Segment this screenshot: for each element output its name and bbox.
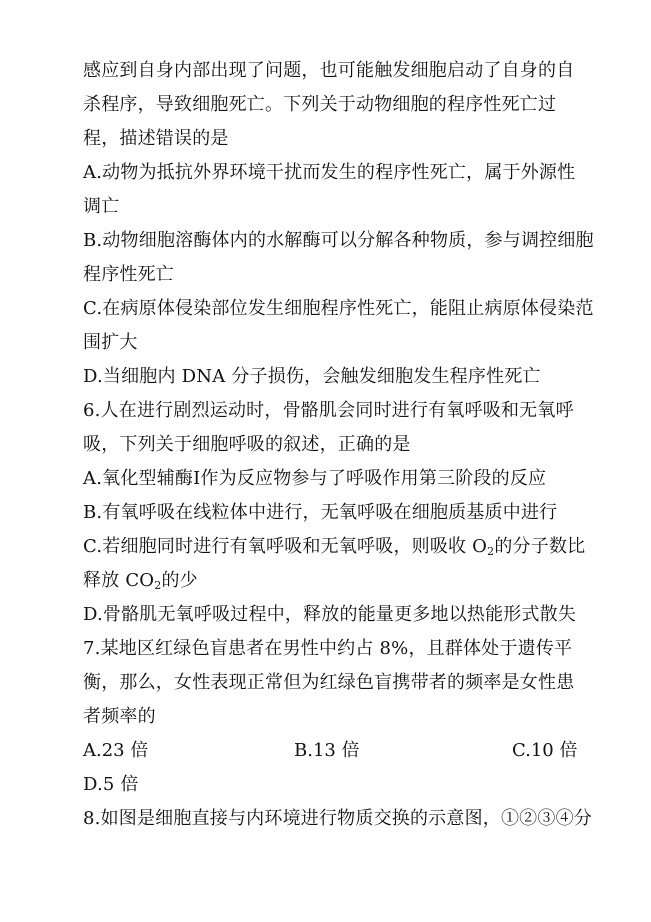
q6-option-c-text-post: 的分子数比 (494, 536, 586, 557)
q8-stem-line-1: 8.如图是细胞直接与内环境进行物质交换的示意图，①②③④分 (83, 808, 592, 829)
q6-option-a: A.氧化型辅酶Ⅰ作为反应物参与了呼吸作用第三阶段的反应 (83, 468, 547, 489)
q5-option-d: D.当细胞内 DNA 分子损伤，会触发细胞发生程序性死亡 (83, 366, 541, 387)
q7-stem-line-3: 者频率的 (83, 706, 156, 727)
q5-option-c-line-1: C.在病原体侵染部位发生细胞程序性死亡，能阻止病原体侵染范 (83, 298, 594, 319)
q6-option-c2-text-post: 的少 (161, 570, 198, 591)
q6-option-c2-text-pre: 释放 CO (83, 570, 155, 591)
q6-stem-line-2: 吸，下列关于细胞呼吸的叙述，正确的是 (83, 434, 411, 455)
q6-option-d: D.骨骼肌无氧呼吸过程中，释放的能量更多地以热能形式散失 (83, 604, 577, 625)
q5-option-c-line-2: 围扩大 (83, 332, 138, 353)
q5-option-b-line-2: 程序性死亡 (83, 264, 174, 285)
q5-option-b-line-1: B.动物细胞溶酶体内的水解酶可以分解各种物质，参与调控细胞 (83, 230, 594, 251)
q6-option-c2-subscript: 2 (154, 579, 162, 592)
q6-option-c-subscript: 2 (487, 545, 495, 558)
q7-option-b: B.13 倍 (294, 740, 360, 761)
q6-option-b: B.有氧呼吸在线粒体中进行，无氧呼吸在细胞质基质中进行 (83, 502, 558, 523)
q6-option-c-line-2 (83, 570, 198, 592)
q5-stem-line-3: 程，描述错误的是 (83, 128, 229, 149)
q7-option-c: C.10 倍 (512, 740, 578, 761)
q6-option-c-text-pre: C.若细胞同时进行有氧呼吸和无氧呼吸，则吸收 O (83, 536, 488, 557)
q7-option-d: D.5 倍 (83, 774, 139, 795)
q7-option-a: A.23 倍 (83, 740, 149, 761)
q6-stem-line-1: 6.人在进行剧烈运动时，骨骼肌会同时进行有氧呼吸和无氧呼 (83, 400, 574, 421)
q5-option-a-line-2: 调亡 (83, 196, 120, 217)
q6-option-c-line-1 (83, 536, 585, 558)
q7-stem-line-2: 衡，那么，女性表现正常但为红绿色盲携带者的频率是女性患 (83, 672, 575, 693)
q7-stem-line-1: 7.某地区红绿色盲患者在男性中约占 8%，且群体处于遗传平 (83, 638, 573, 659)
q5-stem-line-1: 感应到自身内部出现了问题，也可能触发细胞启动了自身的自 (83, 60, 575, 81)
q5-option-a-line-1: A.动物为抵抗外界环境干扰而发生的程序性死亡，属于外源性 (83, 162, 576, 183)
q5-stem-line-2: 杀程序，导致细胞死亡。下列关于动物细胞的程序性死亡过 (83, 94, 557, 115)
